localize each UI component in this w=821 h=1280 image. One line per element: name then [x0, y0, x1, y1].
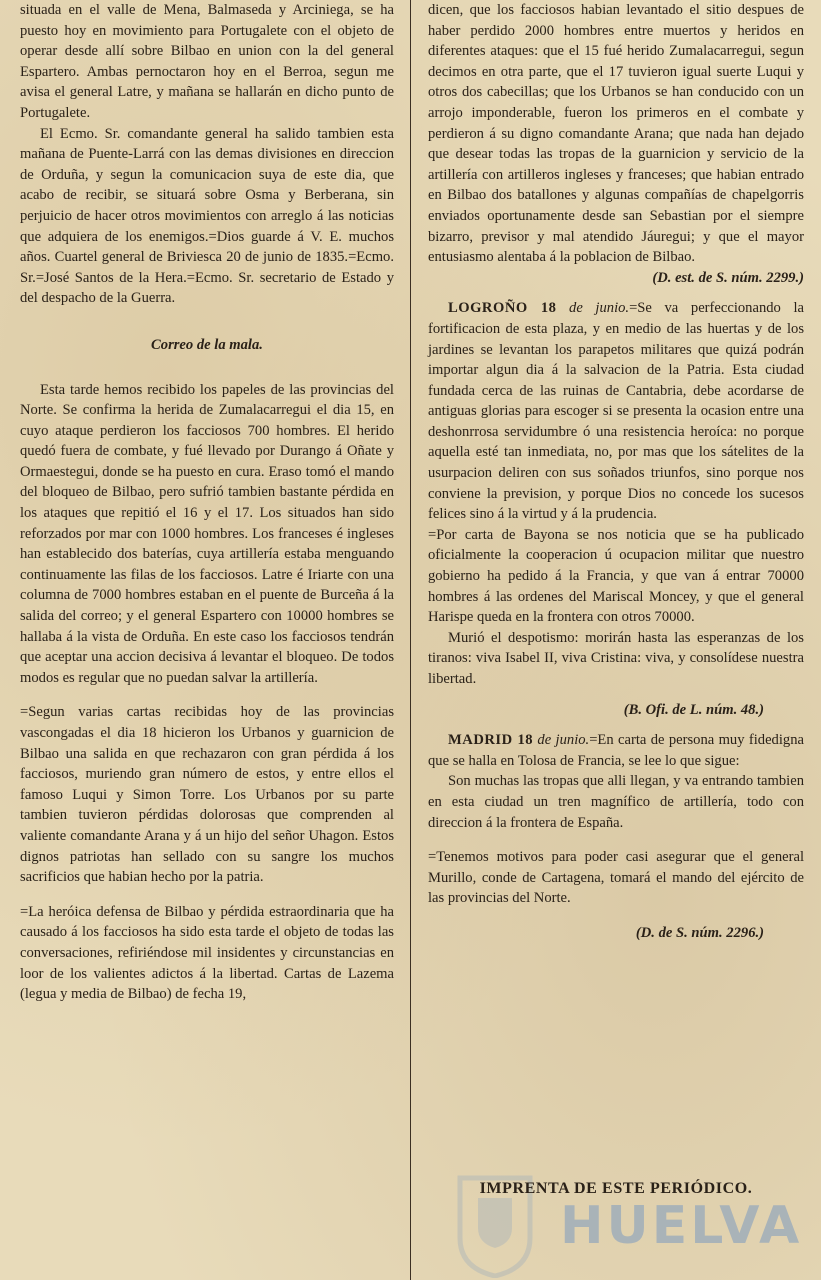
paragraph: =La heróica defensa de Bilbao y pérdida estraordinaria que ha causado á los facciosos ha sido esta tarde el objeto de todas las conversaciones, refiriéndose mil insidentes y circunstancias en loor de los valientes adictos á la libertad. Cartas de Lazema (legua y media de Bilbao) de fecha 19,: [20, 903, 394, 1003]
paragraph: =Segun varias cartas recibidas hoy de las provincias vascongadas el dia 18 hicieron los Urbanos y guarnicion de Bilbao una salida en que rechazaron con gran pérdida á los facciosos, muriendo gran número de estos, y entre ellos el famoso Luqui y Simon Torre. Los Urbanos por su parte tambien tuvieron pérdidas dolorosas que comprenden al valiente comandante Arana y á un hijo del señor Uhagon. Estos dignos patriotas han sellado con su sangre los muchos sacrificios que habian hecho por la patria.: [20, 704, 394, 886]
left-column: [20, 0, 394, 1005]
section-heading: Correo de la mala.: [151, 336, 263, 353]
printer-imprint: IMPRENTA DE ESTE PERIÓDICO.: [479, 1180, 753, 1197]
paragraph: Murió el despotismo: morirán hasta las esperanzas de los tiranos: viva Isabel II, viva Cristina: viva, y consolídese nuestra libertad.: [428, 629, 804, 687]
dispatch-logrono: [428, 298, 804, 525]
paragraph: El Ecmo. Sr. comandante general ha salido tambien esta mañana de Puente-Larrá con las demas divisiones en direccion de Orduña, y segun la comunicacion suya de este dia, que acabo de recibir, se situará sobre Osma y Berberana, sin perjuicio de hacer otros movimientos con arreglo á las noticias que adquiera de los enemigos.=Dios guarde á V. E. muchos años. Cuartel general de Briviesca 20 de junio de 1835.=Ecmo. Sr.=José Santos de la Hera.=Ecmo. Sr. secretario de Estado y del despacho de la Guerra.: [20, 125, 394, 307]
dispatch-text: =Se va perfeccionando la fortificacion de esta plaza, y en medio de las huertas y de los jardines se levantan los parapetos militares que quizá podrán importar algun dia á la salvacion de la Patria. Esta ciudad fundada cerca de las ruinas de Cantabria, debe acordarse de antiguas glorias para escoger si se presenta la ocasion entre una deshonrrosa servidumbre ó una resistencia heroíca: no porque aquella esté tan inmediata, no, por mas que los sátelites de la usurpacion deliren con sus soñados triunfos, sino porque nos conviene la prevision, y porque Dios no concede los sucesos felices sino á la virtud y á la prudencia.: [428, 300, 804, 523]
source-signature: (D. est. de S. núm. 2299.): [652, 269, 804, 286]
dispatch-date: de junio.: [569, 300, 630, 317]
paragraph: =Tenemos motivos para poder casi asegurar que el general Murillo, conde de Cartagena, tomará el mando del ejército de las provincias del Norte.: [428, 849, 804, 907]
paragraph: Esta tarde hemos recibido los papeles de las provincias del Norte. Se confirma la herida de Zumalacarregui el dia 15, en cuyo ataque perdieron los facciosos 700 hombres. El herido quedó fuera de combate, y fué llevado por Durango á Oñate y Ormaestegui, donde se ha puesto en cura. Eraso tomó el mando del bloqueo de Bilbao, pero sufrió tambien bastante pérdida en los ataques que repitió el 16 y el 17. Los situados han sido reforzados por mar con 1000 hombres. Los franceses é ingleses han establecido dos baterías, cuya artillería estaba menguando continuamente las filas de los facciosos. Latre é Iriarte con una columna de 7000 hombres estaban en el puente de Burceña á la salida del correo; y el general Espartero con 10000 hombres se hallaba á la vista de Orduña. En este caso los facciosos tendrán que aceptar una accion decisiva á levantar el bloqueo. De todos modos es regular que no puedan salvar la artillería.: [20, 381, 394, 686]
paragraph: Son muchas las tropas que alli llegan, y va entrando tambien en esta ciudad un tren magnífico de artillería, todo con direccion á la frontera de España.: [428, 773, 804, 831]
dispatch-date: de junio.: [537, 732, 590, 749]
right-column: [428, 0, 804, 944]
crest-icon: [478, 1198, 512, 1248]
column-divider: [410, 0, 411, 1280]
dispatch-madrid: [428, 730, 804, 771]
dispatch-place: MADRID 18: [448, 732, 534, 749]
source-signature: (B. Ofi. de L. núm. 48.): [623, 701, 764, 718]
dispatch-place: LOGROÑO 18: [448, 300, 557, 317]
paragraph: dicen, que los facciosos habian levantado el sitio despues de haber perdido 2000 hombres entre muertos y heridos en diferentes ataques: que el 15 fué herido Zumalacarregui, segun decimos en otra parte, que el 17 tuvieron igual suerte Luqui y otros dos cabecillas; que los Urbanos se han conducido con un arrojo imponderable, fueron los primeros en el combate y perdieron á su digno comandante Arana; que nada han dejado que desear todas las tropas de la guarnicion y servicio de la artillería con artilleros ingleses y franceses; que habian entrado en Bilbao dos batallones y algunas compañías de chapelgorris enviados oportunamente desde san Sebastian por el siempre bizarro, previsor y mal atendido Jáuregui; y que el mayor entusiasmo alentaba á la poblacion de Bilbao.: [428, 2, 804, 266]
dispatch-text: =En carta de persona muy fidedigna que se halla en Tolosa de Francia, se lee lo que sigue:: [428, 732, 804, 769]
source-signature: (D. de S. núm. 2296.): [635, 924, 764, 941]
paragraph: situada en el valle de Mena, Balmaseda y Arciniega, se ha puesto hoy en movimiento para Portugalete con el objeto de operar desde allí sobre Bilbao en union con la del general Espartero. Ambas pernoctaron hoy en el Berroa, segun me avisa el general Latre, y mañana se hallarán en dicho punto de Portugalete.: [20, 2, 394, 121]
paragraph: =Por carta de Bayona se nos noticia que se ha publicado oficialmente la cooperacion ú ocupacion militar que nuestro gobierno ha pedido á la Francia, y que van á entrar 70000 hombres á las ordenes del Mariscal Moncey, y que el general Harispe queda en la frontera con otros 70000.: [428, 526, 804, 626]
watermark-text: HUELVA: [560, 1196, 803, 1256]
